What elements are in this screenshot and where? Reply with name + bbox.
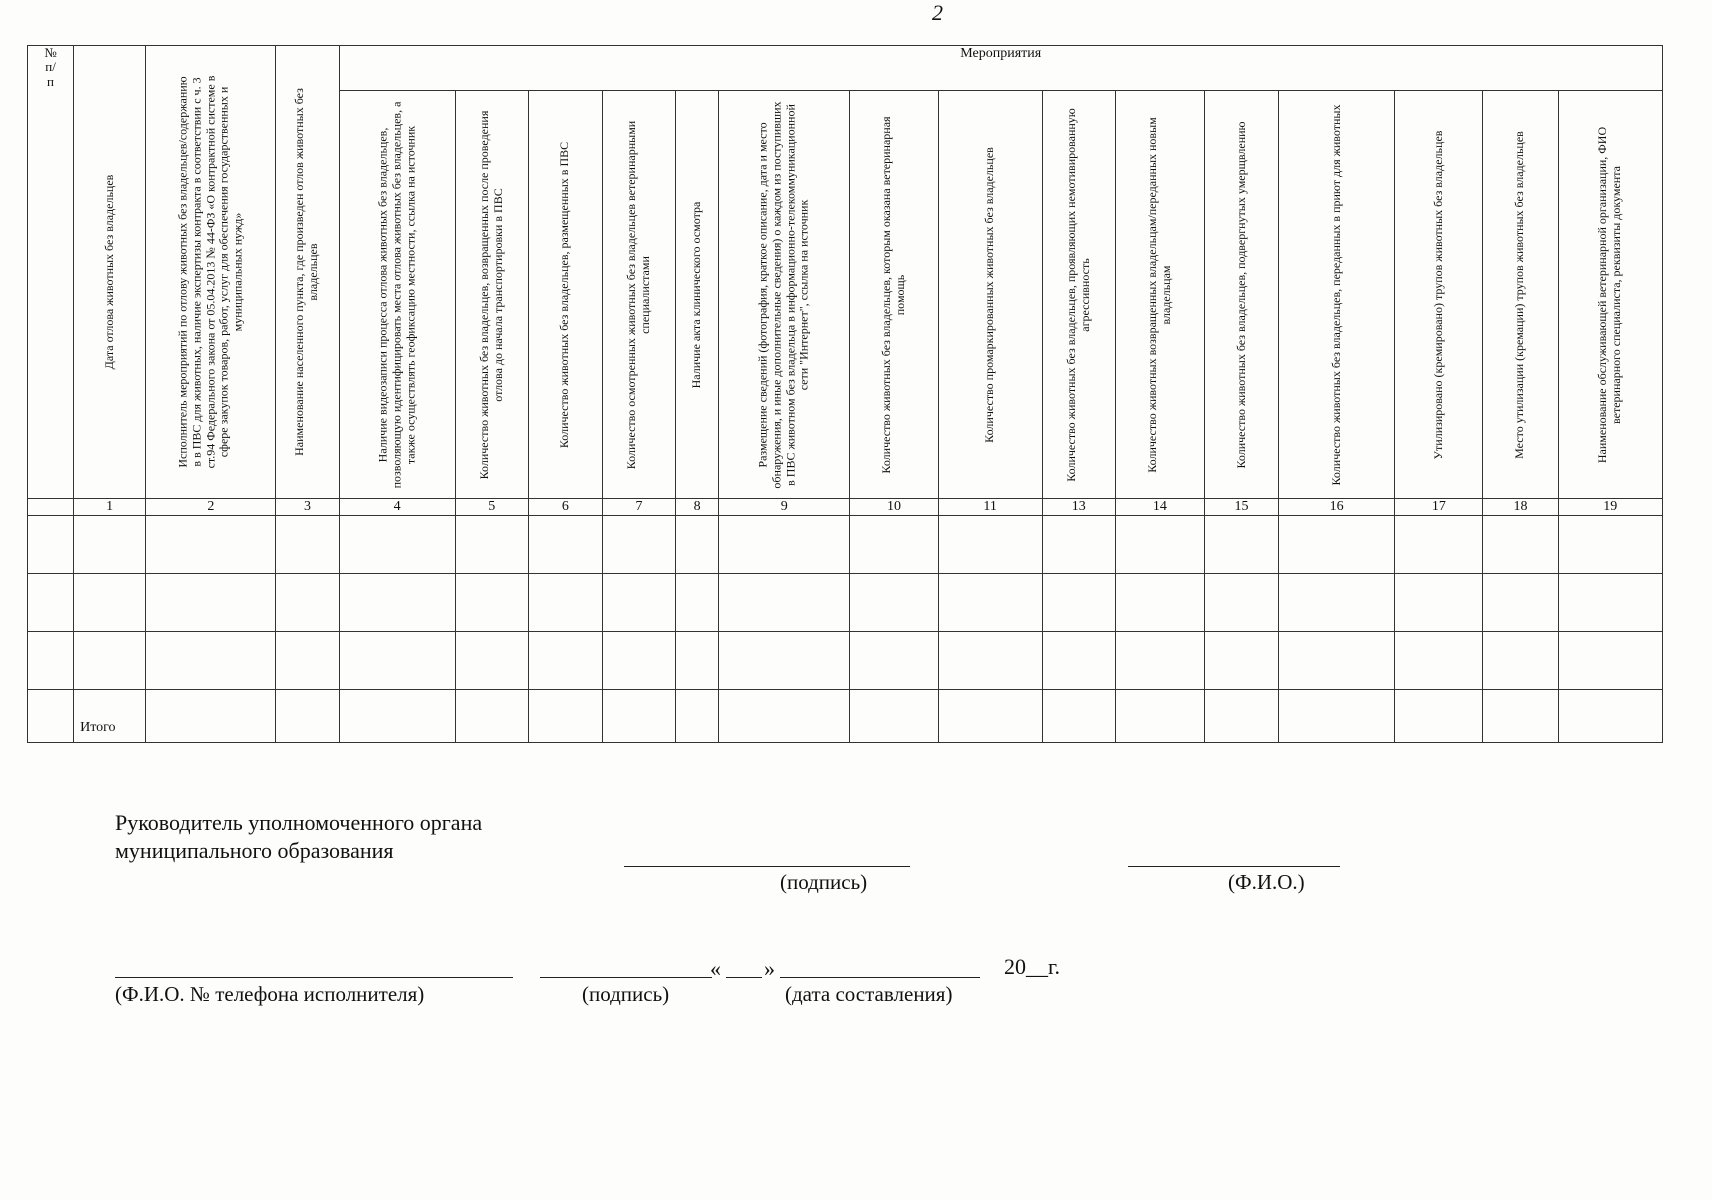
table-cell[interactable] (1395, 574, 1483, 632)
total-label: Итого (74, 690, 146, 743)
column-number: 8 (676, 499, 719, 516)
table-cell[interactable] (339, 574, 455, 632)
date-caption: (дата составления) (785, 982, 953, 1006)
table-cell[interactable] (719, 516, 850, 574)
table-cell[interactable] (1279, 632, 1395, 690)
table-cell[interactable] (602, 516, 675, 574)
table-cell[interactable] (1279, 574, 1395, 632)
table-cell[interactable] (1204, 690, 1278, 743)
table-cell[interactable] (1483, 574, 1558, 632)
column-number: 19 (1558, 499, 1662, 516)
column-header-to-shelter: Количество животных без владельцев, переданных в приют для животных (1279, 91, 1395, 499)
table-cell[interactable] (455, 516, 528, 574)
column-number: 1 (74, 499, 146, 516)
table-cell[interactable] (528, 574, 602, 632)
table-cell[interactable] (339, 516, 455, 574)
table-cell[interactable] (528, 690, 602, 743)
report-table (27, 45, 1663, 743)
column-number: 7 (602, 499, 675, 516)
table-cell[interactable] (676, 632, 719, 690)
table-row (28, 632, 1663, 690)
column-number: 9 (719, 499, 850, 516)
table-cell[interactable] (455, 632, 528, 690)
table-cell[interactable] (276, 690, 339, 743)
table-cell[interactable] (1115, 690, 1204, 743)
column-header-settlement: Наименование населенного пункта, где произведен отлов животных без владельцев (276, 46, 339, 499)
column-numbers-row (28, 499, 1663, 516)
table-cell[interactable] (1115, 574, 1204, 632)
table-cell[interactable] (719, 574, 850, 632)
column-number: 18 (1483, 499, 1558, 516)
table-cell[interactable] (1279, 516, 1395, 574)
table-cell[interactable] (28, 516, 74, 574)
table-cell[interactable] (28, 574, 74, 632)
table-cell[interactable] (146, 574, 276, 632)
empty-cell (28, 499, 74, 516)
table-cell[interactable] (528, 516, 602, 574)
column-header-examined: Количество осмотренных животных без владельцев ветеринарными специалистами (602, 91, 675, 499)
table-cell[interactable] (938, 690, 1042, 743)
column-header-returned-to-owners: Количество животных возвращенных владельцам/переданных новым владельцам (1115, 91, 1204, 499)
head-label-line1: Руководитель уполномоченного органа (115, 810, 483, 835)
column-number: 11 (938, 499, 1042, 516)
head-label-line2: муниципального образования (115, 838, 394, 863)
page-number: 2 (932, 0, 943, 25)
column-number: 6 (528, 499, 602, 516)
table-cell[interactable] (1042, 574, 1115, 632)
column-header-video: Наличие видеозаписи процесса отлова животных без владельцев, позволяющую идентифицировать места отлова животных без владельцев, а также осуществлять геофиксацию местности, ссылка на источник (339, 91, 455, 499)
table-cell[interactable] (528, 632, 602, 690)
column-header-utilized: Утилизировано (кремировано) трупов животных без владельцев (1395, 91, 1483, 499)
column-number: 5 (455, 499, 528, 516)
column-number: 3 (276, 499, 339, 516)
column-header-returned-before-transport: Количество животных без владельцев, возвращенных после проведения отлова до начала транспортировки в ПВС (455, 91, 528, 499)
table-cell[interactable] (850, 574, 938, 632)
table-cell[interactable] (719, 632, 850, 690)
table-cell[interactable] (719, 690, 850, 743)
events-header: Мероприятия (339, 46, 1662, 91)
total-row (28, 690, 1663, 743)
column-number: 14 (1115, 499, 1204, 516)
table-cell[interactable] (1279, 690, 1395, 743)
table-cell[interactable] (28, 690, 74, 743)
column-number: 10 (850, 499, 938, 516)
table-cell[interactable] (938, 516, 1042, 574)
table-cell[interactable] (1395, 632, 1483, 690)
table-cell[interactable] (676, 690, 719, 743)
column-header-placed-in-pvs: Количество животных без владельцев, размещенных в ПВС (528, 91, 602, 499)
table-row (28, 574, 1663, 632)
signature-line[interactable] (624, 866, 910, 867)
column-header-executor: Исполнитель мероприятий по отлову животных без владельцев/содержанию в в ПВС для животных, наличие экспертизы контракта в соответствии с ч. 3 ст.94 Федерального закона от 05.04.2013 № 44-ФЗ «О контрактной системе в сфере закупок товаров, работ, услуг для обеспечения государственных и муниципальных нужд» (146, 46, 276, 499)
table-cell[interactable] (28, 632, 74, 690)
column-header-vet-organization: Наименование обслуживающей ветеринарной организации, ФИО ветеринарного специалиста, реквизиты документа (1558, 91, 1662, 499)
table-cell[interactable] (146, 690, 276, 743)
table-cell[interactable] (938, 632, 1042, 690)
table-cell[interactable] (602, 690, 675, 743)
table-cell[interactable] (602, 632, 675, 690)
column-header-capture-date: Дата отлова животных без владельцев (74, 46, 146, 499)
table-cell[interactable] (676, 574, 719, 632)
column-header-exam-act: Наличие акта клинического осмотра (676, 91, 719, 499)
table-cell[interactable] (1115, 632, 1204, 690)
column-number: 15 (1204, 499, 1278, 516)
date-close-quote: » (764, 956, 775, 981)
year-text: 20__г. (1004, 954, 1061, 979)
column-number: 17 (1395, 499, 1483, 516)
table-cell[interactable] (1042, 632, 1115, 690)
column-header-aggressive: Количество животных без владельцев, проявляющих немотивированную агрессивность (1042, 91, 1115, 499)
table-cell[interactable] (74, 516, 146, 574)
date-line[interactable] (780, 977, 980, 978)
table-cell[interactable] (1483, 516, 1558, 574)
executor-signature-line[interactable] (540, 977, 712, 978)
table-cell[interactable] (455, 574, 528, 632)
executor-signature-caption: (подпись) (582, 982, 670, 1006)
table-cell[interactable] (455, 690, 528, 743)
column-number: 2 (146, 499, 276, 516)
table-cell[interactable] (1558, 516, 1662, 574)
table-cell[interactable] (676, 516, 719, 574)
table-cell[interactable] (1204, 632, 1278, 690)
table-row (28, 516, 1663, 574)
signature-caption: (подпись) (780, 870, 868, 894)
fio-caption: (Ф.И.О.) (1228, 870, 1305, 894)
table-cell[interactable] (1204, 516, 1278, 574)
table-cell[interactable] (146, 632, 276, 690)
column-header-vet-help: Количество животных без владельцев, которым оказана ветеринарная помощь (850, 91, 938, 499)
executor-caption: (Ф.И.О. № телефона исполнителя) (115, 982, 425, 1006)
table-cell[interactable] (1395, 690, 1483, 743)
table-cell[interactable] (1115, 516, 1204, 574)
column-header-utilization-place: Место утилизации (кремации) трупов животных без владельцев (1483, 91, 1558, 499)
table-cell[interactable] (1483, 632, 1558, 690)
table-cell[interactable] (1558, 690, 1662, 743)
table-cell[interactable] (339, 632, 455, 690)
table-cell[interactable] (602, 574, 675, 632)
table-cell[interactable] (1558, 574, 1662, 632)
table-cell[interactable] (276, 574, 339, 632)
table-cell[interactable] (850, 632, 938, 690)
column-number: 16 (1279, 499, 1395, 516)
table-cell[interactable] (1395, 516, 1483, 574)
table-cell[interactable] (1042, 690, 1115, 743)
row-number-header: № п/ п (28, 46, 74, 499)
table-cell[interactable] (276, 516, 339, 574)
table-cell[interactable] (1483, 690, 1558, 743)
table-cell[interactable] (74, 632, 146, 690)
date-day-line[interactable] (726, 977, 762, 978)
table-cell[interactable] (276, 632, 339, 690)
table-cell[interactable] (339, 690, 455, 743)
table-cell[interactable] (850, 516, 938, 574)
table-cell[interactable] (1558, 632, 1662, 690)
table-cell[interactable] (850, 690, 938, 743)
table-cell[interactable] (74, 574, 146, 632)
column-number: 4 (339, 499, 455, 516)
executor-line[interactable] (115, 977, 513, 978)
column-header-marked: Количество промаркированных животных без владельцев (938, 91, 1042, 499)
table-cell[interactable] (1204, 574, 1278, 632)
fio-line[interactable] (1128, 866, 1340, 867)
date-open-quote: « (710, 956, 721, 981)
column-header-euthanized: Количество животных без владельцев, подвергнутых умерщвлению (1204, 91, 1278, 499)
table-cell[interactable] (146, 516, 276, 574)
table-cell[interactable] (938, 574, 1042, 632)
column-header-internet-info: Размещение сведений (фотография, краткое описание, дата и место обнаружения, и иные дополнительные сведения) о каждом из поступивших в ПВС животном без владельца в информационно-телекоммуникационной сети "Интернет", ссылка на источник (719, 91, 850, 499)
table-cell[interactable] (1042, 516, 1115, 574)
column-number: 13 (1042, 499, 1115, 516)
